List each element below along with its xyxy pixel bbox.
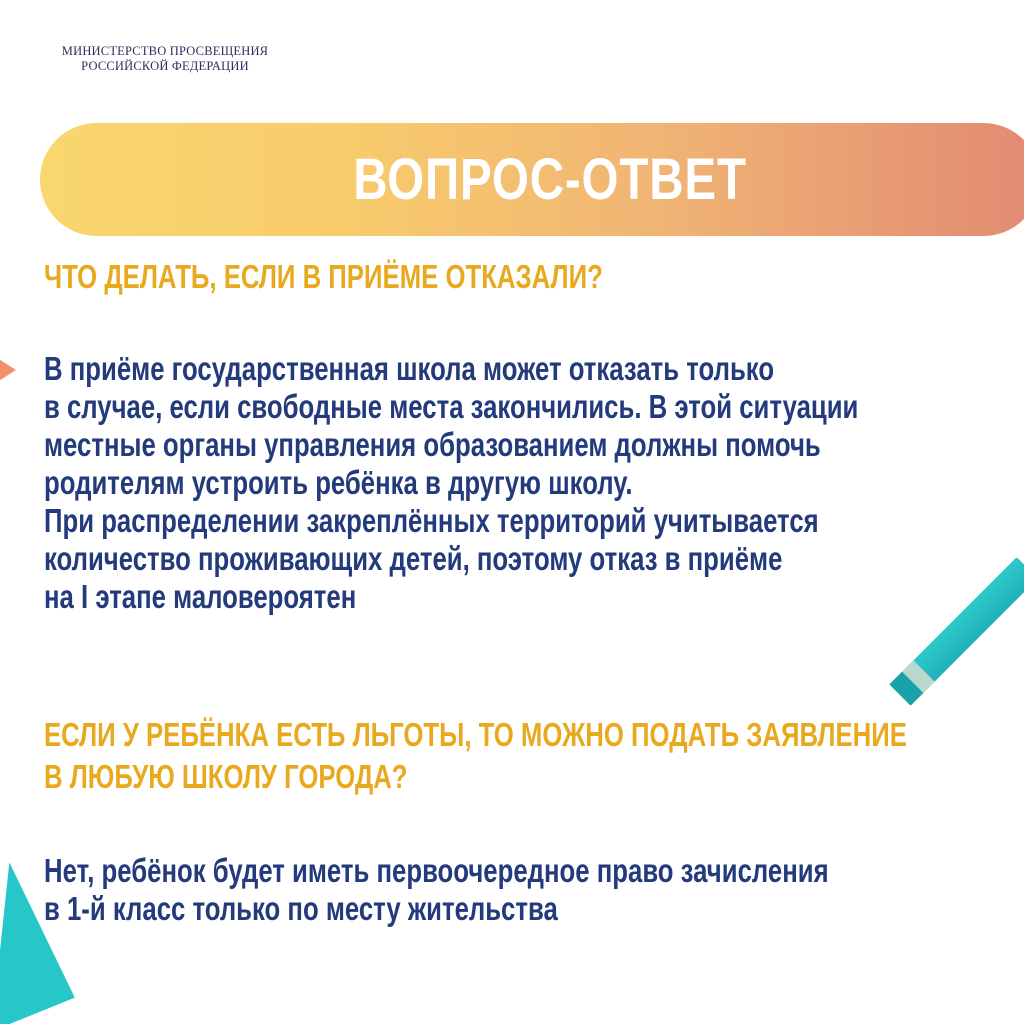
answer-1-line-7: на I этапе маловероятен [44, 578, 357, 615]
ministry-line-1: МИНИСТЕРСТВО ПРОСВЕЩЕНИЯ [61, 44, 269, 58]
answer-1-line-3: местные органы управления образованием должны помочь [44, 426, 821, 463]
answer-1 [44, 350, 858, 616]
answer-2-line-1: Нет, ребёнок будет иметь первоочередное право зачисления [44, 852, 829, 889]
answer-1-line-2: в случае, если свободные места закончились. В этой ситуации [44, 388, 859, 425]
answer-1-line-4: родителям устроить ребёнка в другую школу. [44, 464, 633, 501]
question-2-line-1: ЕСЛИ У РЕБЁНКА ЕСТЬ ЛЬГОТЫ, ТО МОЖНО ПОДАТЬ ЗАЯВЛЕНИЕ [44, 716, 907, 753]
pencil-decoration [889, 557, 1024, 705]
answer-2 [44, 852, 829, 928]
coral-triangle-decoration [0, 356, 16, 384]
answer-1-line-1: В приёме государственная школа может отказать только [44, 350, 775, 387]
answer-1-line-6: количество проживающих детей, поэтому отказ в приёме [44, 540, 783, 577]
ministry-line-2: РОССИЙСКОЙ ФЕДЕРАЦИИ [81, 59, 249, 73]
ministry-logo-text [50, 44, 280, 74]
title-banner [40, 123, 1024, 236]
answer-1-line-5: При распределении закреплённых территорий учитывается [44, 502, 819, 539]
question-2-line-2: В ЛЮБУЮ ШКОЛУ ГОРОДА? [44, 758, 408, 795]
question-1-line-1: ЧТО ДЕЛАТЬ, ЕСЛИ В ПРИЁМЕ ОТКАЗАЛИ? [44, 258, 603, 295]
banner-title: ВОПРОС-ОТВЕТ [353, 147, 747, 212]
question-2 [44, 714, 907, 798]
answer-2-line-2: в 1-й класс только по месту жительства [44, 890, 558, 927]
question-1 [44, 256, 603, 298]
